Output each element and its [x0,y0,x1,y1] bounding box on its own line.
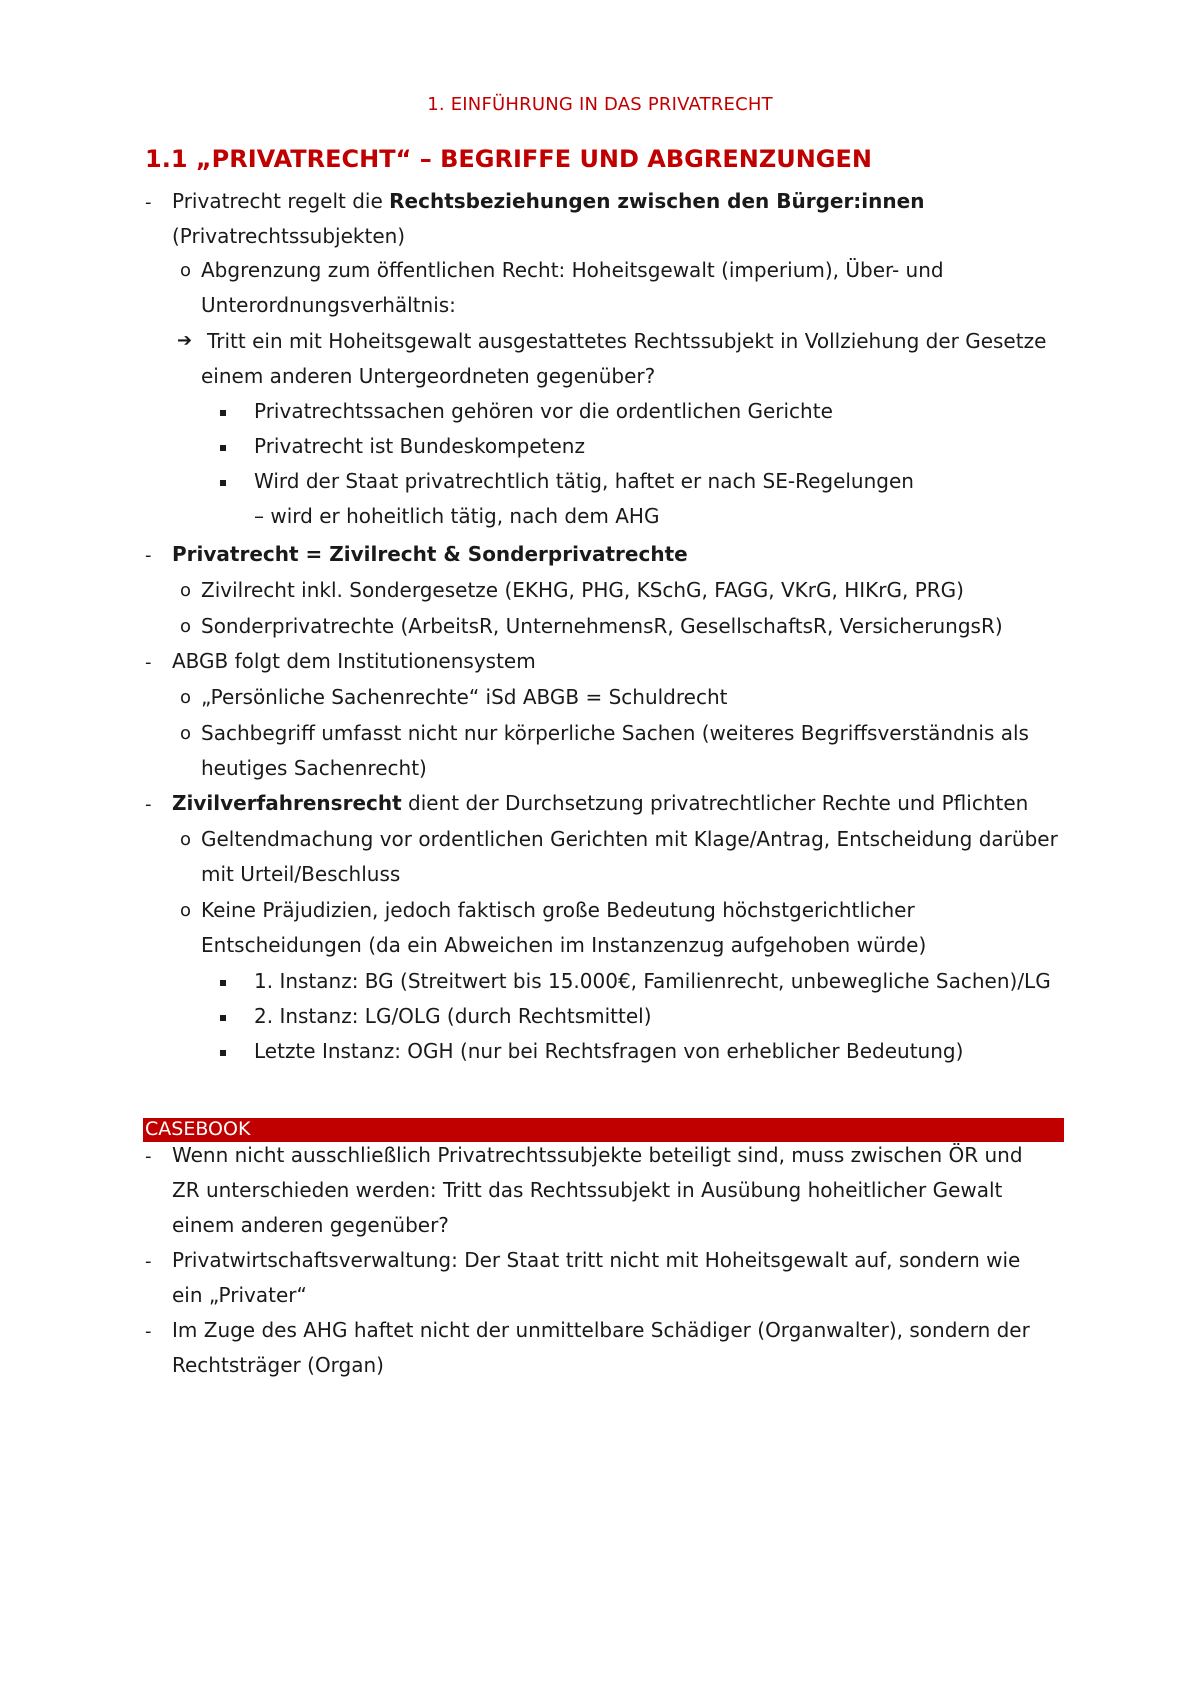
text-line: Letzte Instanz: OGH (nur bei Rechtsfragen von erheblicher Bedeutung) [254,1039,964,1063]
text-line: Keine Präjudizien, jedoch faktisch große Bedeutung höchstgerichtlicher [201,898,915,922]
dash-bullet: - [145,1321,152,1342]
text-line: Privatwirtschaftsverwaltung: Der Staat tritt nicht mit Hoheitsgewalt auf, sondern wie [172,1248,1021,1272]
text-line: Zivilrecht inkl. Sondergesetze (EKHG, PHG, KSchG, FAGG, VKrG, HIKrG, PRG) [201,578,964,602]
chapter-title: 1. EINFÜHRUNG IN DAS PRIVATRECHT [427,94,773,115]
text-line: Privatrecht = Zivilrecht & Sonderprivatrechte [172,542,688,566]
circle-bullet: o [180,900,192,921]
text-line: Im Zuge des AHG haftet nicht der unmittelbare Schädiger (Organwalter), sondern der [172,1318,1030,1342]
dash-bullet: - [145,652,152,673]
circle-bullet: o [180,580,192,601]
text-line: 2. Instanz: LG/OLG (durch Rechtsmittel) [254,1004,652,1028]
square-bullet [220,480,226,486]
text-line: Entscheidungen (da ein Abweichen im Instanzenzug aufgehoben würde) [201,933,927,957]
text-line: einem anderen Untergeordneten gegenüber? [201,364,656,388]
text-line: Sachbegriff umfasst nicht nur körperliche Sachen (weiteres Begriffsverständnis als [201,721,1029,745]
square-bullet [220,980,226,986]
dash-bullet: - [145,794,152,815]
casebook-banner [143,1118,1064,1142]
dash-bullet: - [145,1146,152,1167]
text-line: Tritt ein mit Hoheitsgewalt ausgestattetes Rechtssubjekt in Vollziehung der Gesetze [207,329,1047,353]
text-line: Geltendmachung vor ordentlichen Gerichten mit Klage/Antrag, Entscheidung darüber [201,827,1058,851]
circle-bullet: o [180,687,192,708]
text-line: Sonderprivatrechte (ArbeitsR, UnternehmensR, GesellschaftsR, VersicherungsR) [201,614,1003,638]
square-bullet [220,1015,226,1021]
text-line: „Persönliche Sachenrechte“ iSd ABGB = Schuldrecht [201,685,728,709]
circle-bullet: o [180,829,192,850]
text-line: einem anderen gegenüber? [172,1213,449,1237]
casebook-label: CASEBOOK [145,1118,251,1140]
text-line: Abgrenzung zum öffentlichen Recht: Hoheitsgewalt (imperium), Über- und [201,258,944,282]
text-line: – wird er hoheitlich tätig, nach dem AHG [254,504,660,528]
text-line: 1. Instanz: BG (Streitwert bis 15.000€, Familienrecht, unbewegliche Sachen)/LG [254,969,1051,993]
square-bullet [220,445,226,451]
text-line: ABGB folgt dem Institutionensystem [172,649,536,673]
text-line: Zivilverfahrensrecht dient der Durchsetzung privatrechtlicher Rechte und Pflichten [172,791,1029,815]
circle-bullet: o [180,616,192,637]
text-line: heutiges Sachenrecht) [201,756,427,780]
square-bullet [220,1050,226,1056]
section-heading: 1.1 „PRIVATRECHT“ – BEGRIFFE UND ABGRENZUNGEN [145,145,872,173]
circle-bullet: o [180,260,192,281]
text-line: Privatrechtssachen gehören vor die ordentlichen Gerichte [254,399,833,423]
text-line: Rechtsträger (Organ) [172,1353,384,1377]
text-line: ein „Privater“ [172,1283,307,1307]
text-line: Wenn nicht ausschließlich Privatrechtssubjekte beteiligt sind, muss zwischen ÖR und [172,1143,1023,1167]
text-line: ZR unterschieden werden: Tritt das Rechtssubjekt in Ausübung hoheitlicher Gewalt [172,1178,1003,1202]
text-line: Privatrecht ist Bundeskompetenz [254,434,585,458]
text-line: mit Urteil/Beschluss [201,862,401,886]
dash-bullet: - [145,1251,152,1272]
dash-bullet: - [145,545,152,566]
text-line: Privatrecht regelt die Rechtsbeziehungen zwischen den Bürger:innen [172,189,925,213]
circle-bullet: o [180,723,192,744]
square-bullet [220,410,226,416]
dash-bullet: - [145,192,152,213]
arrow-icon: ➔ [177,330,193,351]
text-line: Unterordnungsverhältnis: [201,293,456,317]
text-line: Wird der Staat privatrechtlich tätig, haftet er nach SE-Regelungen [254,469,914,493]
text-line: (Privatrechtssubjekten) [172,224,406,248]
